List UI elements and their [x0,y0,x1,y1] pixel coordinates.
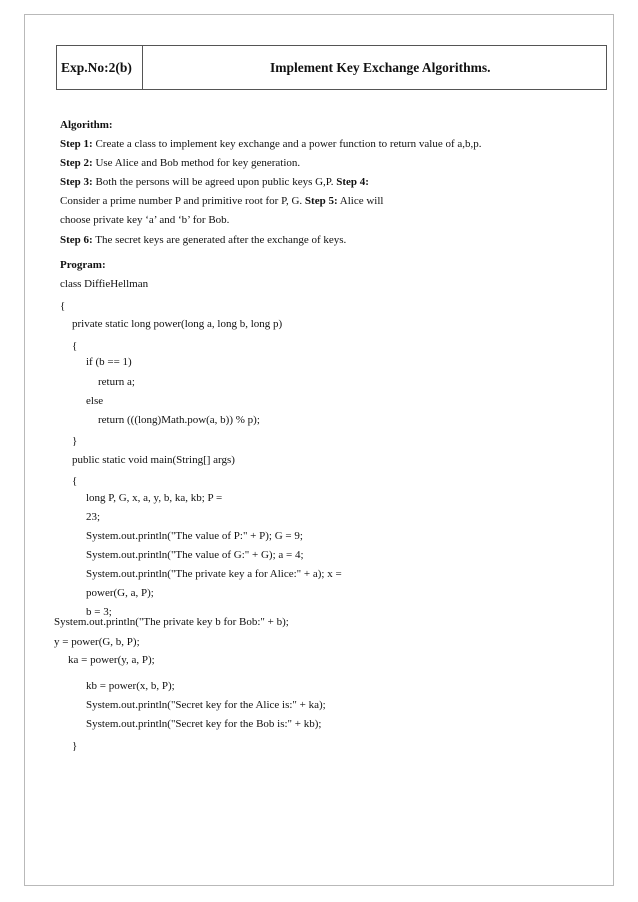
code-line: public static void main(String[] args) [72,454,235,466]
code-line: { [72,340,78,352]
code-line: if (b == 1) [86,356,132,368]
code-line: power(G, a, P); [86,587,154,599]
algorithm-step-6 [60,234,346,247]
algorithm-line-5: choose private key ‘a’ and ‘b’ for Bob. [60,214,230,226]
step-label: Step 3: [60,176,93,188]
algorithm-line-4 [60,195,383,208]
code-line: return a; [98,376,135,388]
header-divider [142,45,143,90]
code-line: b = 3; [86,606,112,618]
program-heading: Program: [60,259,106,271]
code-line: System.out.println("The private key a for Alice:" + a); x = [86,568,342,580]
step-text: Both the persons will be agreed upon public keys G,P. [92,176,337,188]
code-line: else [86,395,104,407]
code-line: long P, G, x, a, y, b, ka, kb; P = [86,492,223,504]
code-line: } [72,740,78,752]
code-line: y = power(G, b, P); [54,636,140,648]
algorithm-step-1 [60,138,482,151]
step-text: Create a class to implement key exchange and a power function to return value of a,b,p. [92,138,482,150]
code-line: System.out.println("Secret key for the Bob is:" + kb); [86,718,322,730]
experiment-number: Exp.No:2(b) [61,60,132,75]
code-line: System.out.println("Secret key for the Alice is:" + ka); [86,699,326,711]
step-text: Consider a prime number P and primitive root for P, G. [60,195,305,207]
step-label: Step 5: [304,195,338,207]
code-line: { [72,475,78,487]
step-label: Step 2: [60,157,93,169]
step-label: Step 6: [60,234,93,246]
code-line: } [72,435,78,447]
step-text: Use Alice and Bob method for key generation. [92,157,301,169]
algorithm-step-2 [60,157,300,170]
code-line: System.out.println("The value of G:" + G); a = 4; [86,549,304,561]
code-line: class DiffieHellman [60,278,149,290]
code-line: ka = power(y, a, P); [68,654,155,666]
code-line: { [60,300,66,312]
step-text: Alice will [337,195,384,207]
step-label: Step 4: [336,176,369,188]
experiment-title: Implement Key Exchange Algorithms. [270,60,491,75]
algorithm-step-3 [60,176,369,189]
code-line: 23; [86,511,101,523]
algorithm-heading: Algorithm: [60,119,113,131]
code-line: System.out.println("The private key b for Bob:" + b); [54,616,289,628]
code-line: kb = power(x, b, P); [86,680,175,692]
code-line: System.out.println("The value of P:" + P); G = 9; [86,530,303,542]
code-line: return (((long)Math.pow(a, b)) % p); [98,414,260,426]
code-line: private static long power(long a, long b, long p) [72,318,283,330]
step-label: Step 1: [60,138,93,150]
step-text: The secret keys are generated after the exchange of keys. [92,234,347,246]
